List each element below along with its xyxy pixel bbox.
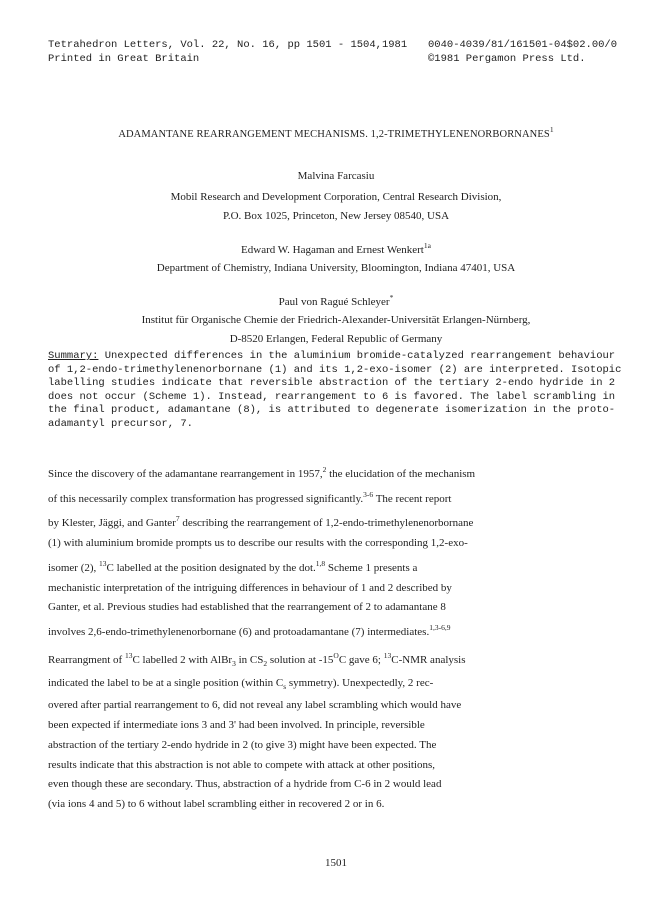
journal-header-left xyxy=(48,38,407,66)
author-name: Paul von Ragué Schleyer xyxy=(278,296,390,308)
author-line-3 xyxy=(0,293,672,308)
author-line-1 xyxy=(0,170,672,182)
text-line: even though these are secondary. Thus, abstraction of a hydride from C-6 in 2 would lead xyxy=(48,778,442,791)
copyright-notice: ©1981 Pergamon Press Ltd. xyxy=(428,53,586,65)
journal-citation: Tetrahedron Letters, Vol. 22, No. 16, pp 1501 - 1504,1981 xyxy=(48,39,408,51)
body-paragraph-2 xyxy=(48,646,604,815)
summary-line: the final product, adamantane (8), is attributed to degenerate isomerization in the proto- xyxy=(48,404,616,417)
text-line: indicated the label to be at a single position (within $C_s$ symmetry). Unexpectedly, 2 rec- xyxy=(48,676,434,691)
author-line-2 xyxy=(0,241,672,256)
article-title xyxy=(0,125,672,140)
author-name: Malvina Farcasiu xyxy=(297,170,375,182)
article-title-text: ADAMANTANE REARRANGEMENT MECHANISMS. 1,2-TRIMETHYLENENORBORNANES xyxy=(118,129,550,140)
title-footnote-mark: 1 xyxy=(549,125,554,134)
text-line: abstraction of the tertiary 2-endo hydride in 2 (to give 3) might have been expected. The xyxy=(48,738,437,751)
author-footnote-mark: * xyxy=(389,293,394,302)
text-line: (1) with aluminium bromide prompts us to describe our results with the corresponding 1,2-exo- xyxy=(48,537,468,550)
text-line: by Klester, Jäggi, and Ganter$^7$ describing the rearrangement of 1,2-endo-trimethylenenorbornane xyxy=(48,514,474,530)
summary-line: adamantyl precursor, 7. xyxy=(48,417,193,430)
text-line: of this necessarily complex transformation has progressed significantly.$^{3-6}$ The recent report xyxy=(48,489,452,505)
text-line: overed after partial rearrangement to 6, did not reveal any label scrambling which would have xyxy=(48,699,462,712)
text-line: mechanistic interpretation of the intriguing differences in behaviour of 1 and 2 described by xyxy=(48,581,452,594)
body-paragraph-1 xyxy=(48,460,604,643)
journal-header-right xyxy=(428,38,617,66)
affiliation-line: Mobil Research and Development Corporation, Central Research Division, xyxy=(170,191,502,203)
text-line: Ganter, et al. Previous studies had established that the rearrangement of 2 to adamantane 8 xyxy=(48,601,446,614)
text-line: involves 2,6-endo-trimethylenenorbornane (6) and protoadamantane (7) intermediates.$^{1,3-6,9}$ xyxy=(48,622,451,638)
summary-line: labelling studies indicate that reversible abstraction of the tertiary 2-endo hydride in 2 xyxy=(48,377,616,390)
text-line: Rearrangment of $^{13}$C labelled 2 with AlBr$_3$ in $CS_2$ solution at $-15^OC$ gave 6; $^{13}$C-NMR analysis xyxy=(48,651,466,668)
summary-line: Summary: Unexpected differences in the aluminium bromide-catalyzed rearrangement behaviour xyxy=(48,350,616,362)
summary-label: Summary: xyxy=(48,350,99,362)
text-line: results indicate that this abstraction is not able to compete with attack at other positions, xyxy=(48,758,436,771)
affiliation-line: Institut für Organische Chemie der Friedrich-Alexander-Universität Erlangen-Nürnberg, xyxy=(141,314,531,326)
text-line: been expected if intermediate ions 3 and 3' had been involved. In principle, reversible xyxy=(48,719,425,732)
page-number: 1501 xyxy=(325,857,347,869)
affiliation-line: P.O. Box 1025, Princeton, New Jersey 08540, USA xyxy=(222,210,450,222)
summary-block xyxy=(48,350,622,432)
article-code: 0040-4039/81/161501-04$02.00/0 xyxy=(428,39,618,51)
author-footnote-mark: 1a xyxy=(423,241,431,250)
printed-location: Printed in Great Britain xyxy=(48,53,200,65)
affiliation-line: D-8520 Erlangen, Federal Republic of Germany xyxy=(229,333,443,345)
text-line: isomer (2), $^{13}$C labelled at the position designated by the dot.$^{1,8}$ Scheme 1 presents a xyxy=(48,558,418,574)
summary-line: of 1,2-endo-trimethylenenorbornane (1) and its 1,2-exo-isomer (2) are interpreted. Isotopic xyxy=(48,363,622,376)
text-line: (via ions 4 and 5) to 6 without label scrambling either in recovered 2 or in 6. xyxy=(48,797,385,810)
affiliation-line: Department of Chemistry, Indiana University, Bloomington, Indiana 47401, USA xyxy=(156,262,516,274)
author-name: Edward W. Hagaman and Ernest Wenkert xyxy=(241,244,424,256)
summary-line: does not occur (Scheme 1). Instead, rearrangement to 6 is favored. The label scrambling in xyxy=(48,390,616,403)
text-line: Since the discovery of the adamantane rearrangement in 1957,$^2$ the elucidation of the mechanism xyxy=(48,465,476,480)
